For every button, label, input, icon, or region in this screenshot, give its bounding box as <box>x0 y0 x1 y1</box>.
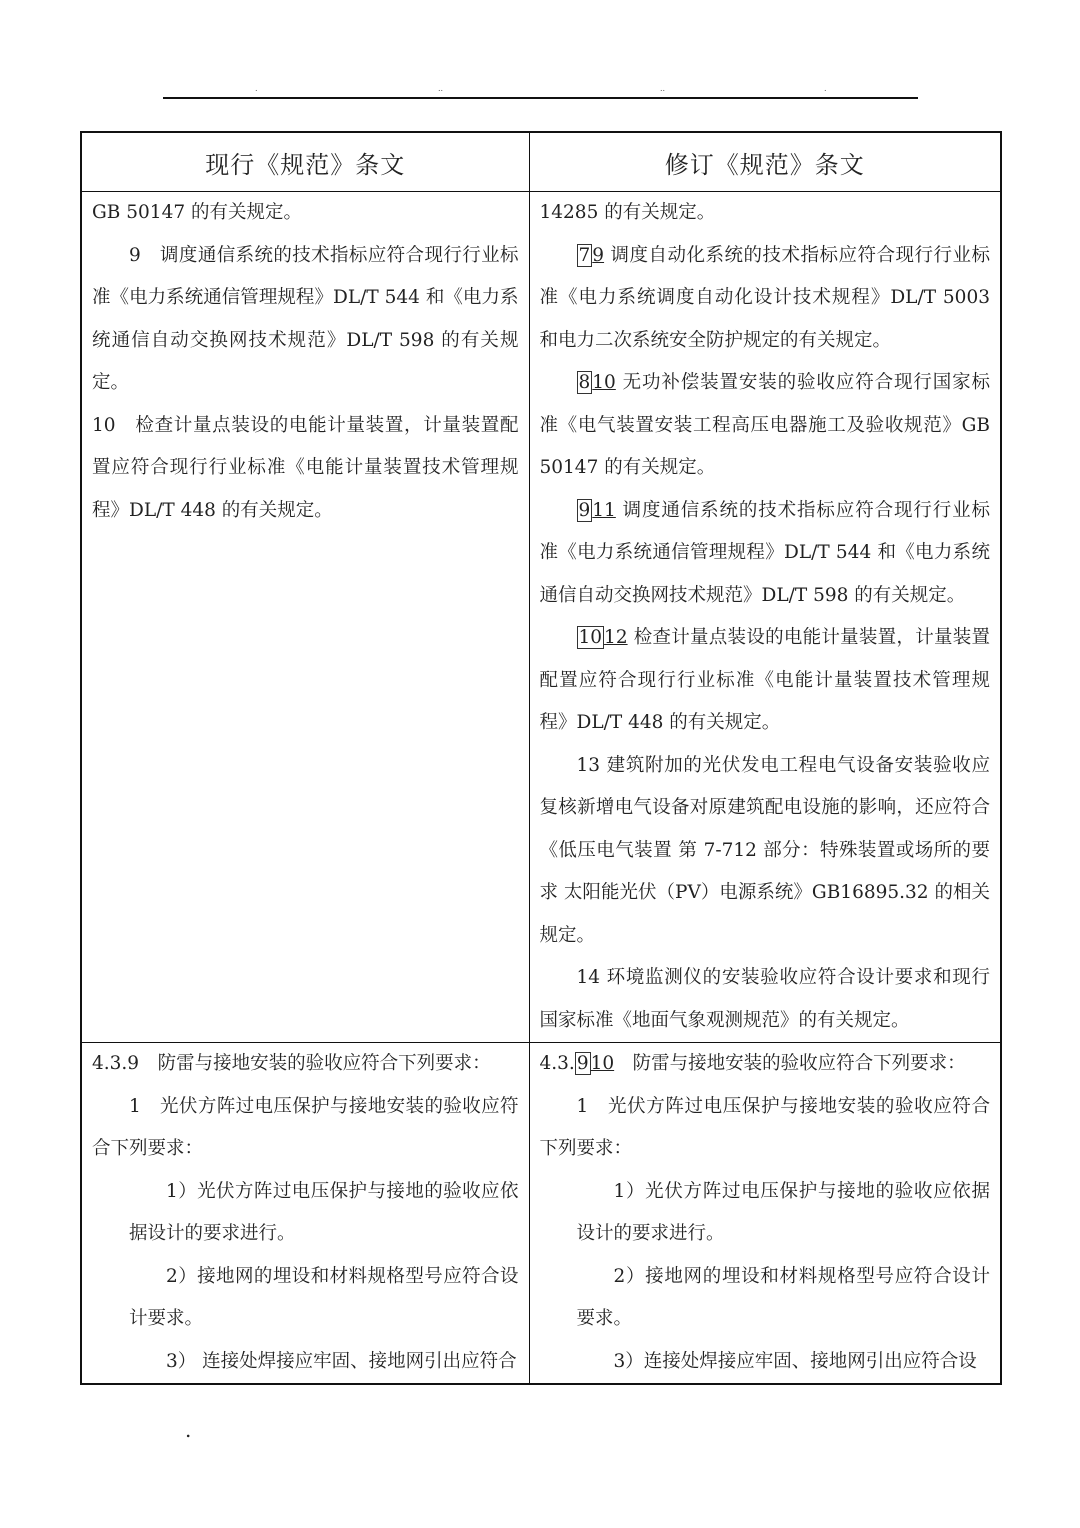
clause-text: 14 环境监测仪的安装验收应符合设计要求和现行国家标准《地面气象观测规范》的有关规定。 <box>539 967 990 1031</box>
current-clause-cell <box>81 192 529 1043</box>
clause-text: 9 调度通信系统的技术指标应符合现行行业标准《电力系统通信管理规程》DL/T 544 和《电力系统通信自动交换网技术规范》DL/T 598 的有关规定。 <box>92 244 519 393</box>
clause-paragraph <box>92 1341 519 1384</box>
revised-clause-header: 修订《规范》条文 <box>529 132 1001 192</box>
clause-paragraph <box>92 1043 519 1086</box>
clause-paragraph <box>540 1086 991 1171</box>
clause-text: GB 50147 的有关规定。 <box>92 202 302 223</box>
clause-paragraph <box>540 1043 991 1086</box>
clause-paragraph <box>540 490 991 618</box>
clause-text: 调度通信系统的技术指标应符合现行行业标准《电力系统通信管理规程》DL/T 544 和《电力系统通信自动交换网技术规范》DL/T 598 的有关规定。 <box>539 499 990 606</box>
clause-text: 4.3.9 防雷与接地安装的验收应符合下列要求： <box>92 1053 491 1074</box>
clause-text: 14285 的有关规定。 <box>539 202 716 223</box>
comparison-table <box>80 131 1002 1385</box>
inserted-number: 10 <box>590 1053 615 1074</box>
clause-text: 1 光伏方阵过电压保护与接地安装的验收应符合下列要求： <box>92 1095 519 1159</box>
clause-text: 1）光伏方阵过电压保护与接地的验收应依据设计的要求进行。 <box>576 1180 990 1244</box>
footer-mark: . <box>185 1418 192 1442</box>
inserted-number: 9 <box>592 244 605 266</box>
clause-text: 调度自动化系统的技术指标应符合现行行业标准《电力系统调度自动化设计技术规程》DL/T 5003 和电力二次系统安全防护规定的有关规定。 <box>539 244 990 351</box>
table-row <box>81 192 1001 1043</box>
clause-text: 防雷与接地安装的验收应符合下列要求： <box>614 1053 966 1074</box>
table-row <box>81 1043 1001 1385</box>
clause-text: 检查计量点装设的电能计量装置，计量装置配置应符合现行行业标准《电能计量装置技术管理规程》DL/T 448 的有关规定。 <box>539 627 990 733</box>
clause-paragraph <box>92 405 519 533</box>
clause-text: 无功补偿装置安装的验收应符合现行国家标准《电气装置安装工程高压电器施工及验收规范》GB 50147 的有关规定。 <box>539 372 990 478</box>
header-mark: .. <box>438 84 444 93</box>
current-clause-header: 现行《规范》条文 <box>81 132 529 192</box>
clause-paragraph <box>540 235 991 363</box>
current-clause-cell <box>81 1043 529 1385</box>
clause-text: 2）接地网的埋设和材料规格型号应符合设计要求。 <box>129 1265 519 1329</box>
clause-paragraph <box>92 1171 519 1256</box>
header-mark: . <box>255 84 258 93</box>
deleted-number: 7 <box>578 244 591 266</box>
clause-paragraph <box>540 362 991 490</box>
clause-text: 3） 连接处焊接应牢固、接地网引出应符合 <box>166 1350 517 1372</box>
clause-text: 2）接地网的埋设和材料规格型号应符合设计要求。 <box>576 1265 990 1329</box>
clause-paragraph <box>540 1256 991 1341</box>
clause-paragraph <box>92 1086 519 1171</box>
clause-paragraph <box>92 1256 519 1341</box>
clause-text: 13 建筑附加的光伏发电工程电气设备安装验收应复核新增电气设备对原建筑配电设施的影响，还应符合《低压电气装置 第 7-712 部分：特殊装置或场所的要求 太阳能光伏（PV）电源系统》GB16895.32 的相关规定。 <box>539 754 990 946</box>
clause-number-prefix: 4.3. <box>539 1053 575 1074</box>
clause-paragraph <box>540 1341 991 1384</box>
clause-text: 1 光伏方阵过电压保护与接地安装的验收应符合下列要求： <box>539 1095 990 1159</box>
clause-paragraph <box>540 957 991 1042</box>
header-rule <box>163 97 918 99</box>
inserted-number: 12 <box>604 627 628 648</box>
table-header-row <box>81 132 1001 192</box>
clause-text: 1）光伏方阵过电压保护与接地的验收应依据设计的要求进行。 <box>129 1180 519 1244</box>
deleted-number: 9 <box>578 499 591 521</box>
clause-paragraph <box>540 1171 991 1256</box>
header-mark: .. <box>660 84 666 93</box>
deleted-number: 9 <box>576 1053 589 1074</box>
header-marks <box>163 84 918 94</box>
inserted-number: 10 <box>592 372 616 393</box>
revised-clause-cell <box>529 192 1001 1043</box>
clause-text: 10 检查计量点装设的电能计量装置，计量装置配置应符合现行行业标准《电能计量装置技术管理规程》DL/T 448 的有关规定。 <box>92 414 519 521</box>
clause-paragraph <box>540 617 991 745</box>
revised-clause-cell <box>529 1043 1001 1385</box>
deleted-number: 8 <box>578 372 591 393</box>
clause-paragraph <box>540 192 991 235</box>
header-mark: . <box>824 84 827 93</box>
deleted-number: 10 <box>578 627 603 648</box>
clause-paragraph <box>92 192 519 235</box>
clause-paragraph <box>540 745 991 958</box>
inserted-number: 11 <box>592 499 616 521</box>
clause-text: 3）连接处焊接应牢固、接地网引出应符合设 <box>613 1350 977 1372</box>
clause-paragraph <box>92 235 519 405</box>
